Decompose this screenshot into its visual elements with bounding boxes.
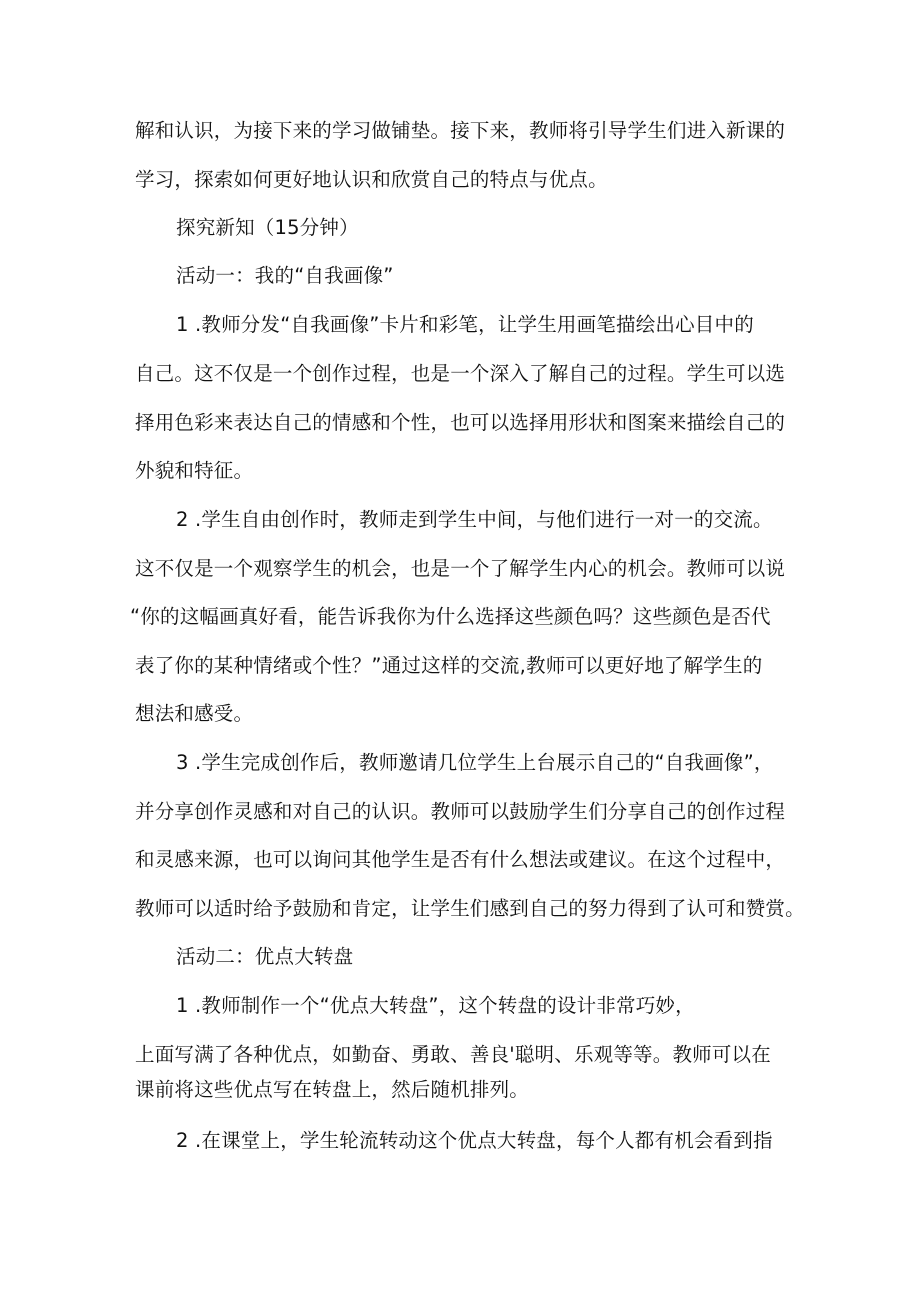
text-line: 解和认识，为接下来的学习做铺垫。接下来，教师将引导学生们进入新课的 <box>135 119 786 142</box>
text-line: 这不仅是一个观察学生的机会，也是一个了解学生内心的机会。教师可以说 <box>135 557 786 580</box>
text-line: 1 .教师制作一个“优点大转盘”，这个转盘的设计非常巧妙， <box>176 994 695 1017</box>
text-line: 外貌和特征。 <box>135 459 254 482</box>
activity-heading: 活动一：我的“自我画像” <box>176 264 394 287</box>
text-line: 课前将这些优点写在转盘上，然后随机排列。 <box>135 1078 530 1101</box>
text-line: 1 .教师分发“自我画像”卡片和彩笔，让学生用画笔描绘出心目中的 <box>176 313 754 336</box>
text-line: 教师可以适时给予鼓励和肯定，让学生们感到自己的努力得到了认可和赞赏。 <box>135 897 805 920</box>
text-line: 学习，探索如何更好地认识和欣赏自己的特点与优点。 <box>135 168 608 191</box>
text-line: 择用色彩来表达自己的情感和个性，也可以选择用形状和图案来描绘自己的 <box>135 411 786 434</box>
text-line: “你的这幅画真好看，能告诉我你为什么选择这些颜色吗？这些颜色是否代 <box>130 605 771 628</box>
text-line: 想法和感受。 <box>135 702 254 725</box>
text-line: 2 .学生自由创作时，教师走到学生中间，与他们进行一对一的交流。 <box>176 508 773 531</box>
text-line: 自己。这不仅是一个创作过程，也是一个深入了解自己的过程。学生可以选 <box>135 362 786 385</box>
text-line: 和灵感来源，也可以询问其他学生是否有什么想法或建议。在这个过程中， <box>135 848 786 871</box>
text-line: 表了你的某种情绪或个性？”通过这样的交流,教师可以更好地了解学生的 <box>135 654 763 677</box>
text-line: 上面写满了各种优点，如勤奋、勇敢、善良'聪明、乐观等等。教师可以在 <box>135 1043 771 1066</box>
text-line: 并分享创作灵感和对自己的认识。教师可以鼓励学生们分享自己的创作过程 <box>135 800 786 823</box>
activity-heading: 活动二：优点大转盘 <box>176 945 354 968</box>
section-heading: 探究新知（15分钟） <box>176 216 359 239</box>
text-line: 3 .学生完成创作后，教师邀请几位学生上台展示自己的“自我画像”， <box>176 751 774 774</box>
text-line: 2 .在课堂上，学生轮流转动这个优点大转盘，每个人都有机会看到指 <box>176 1129 773 1152</box>
